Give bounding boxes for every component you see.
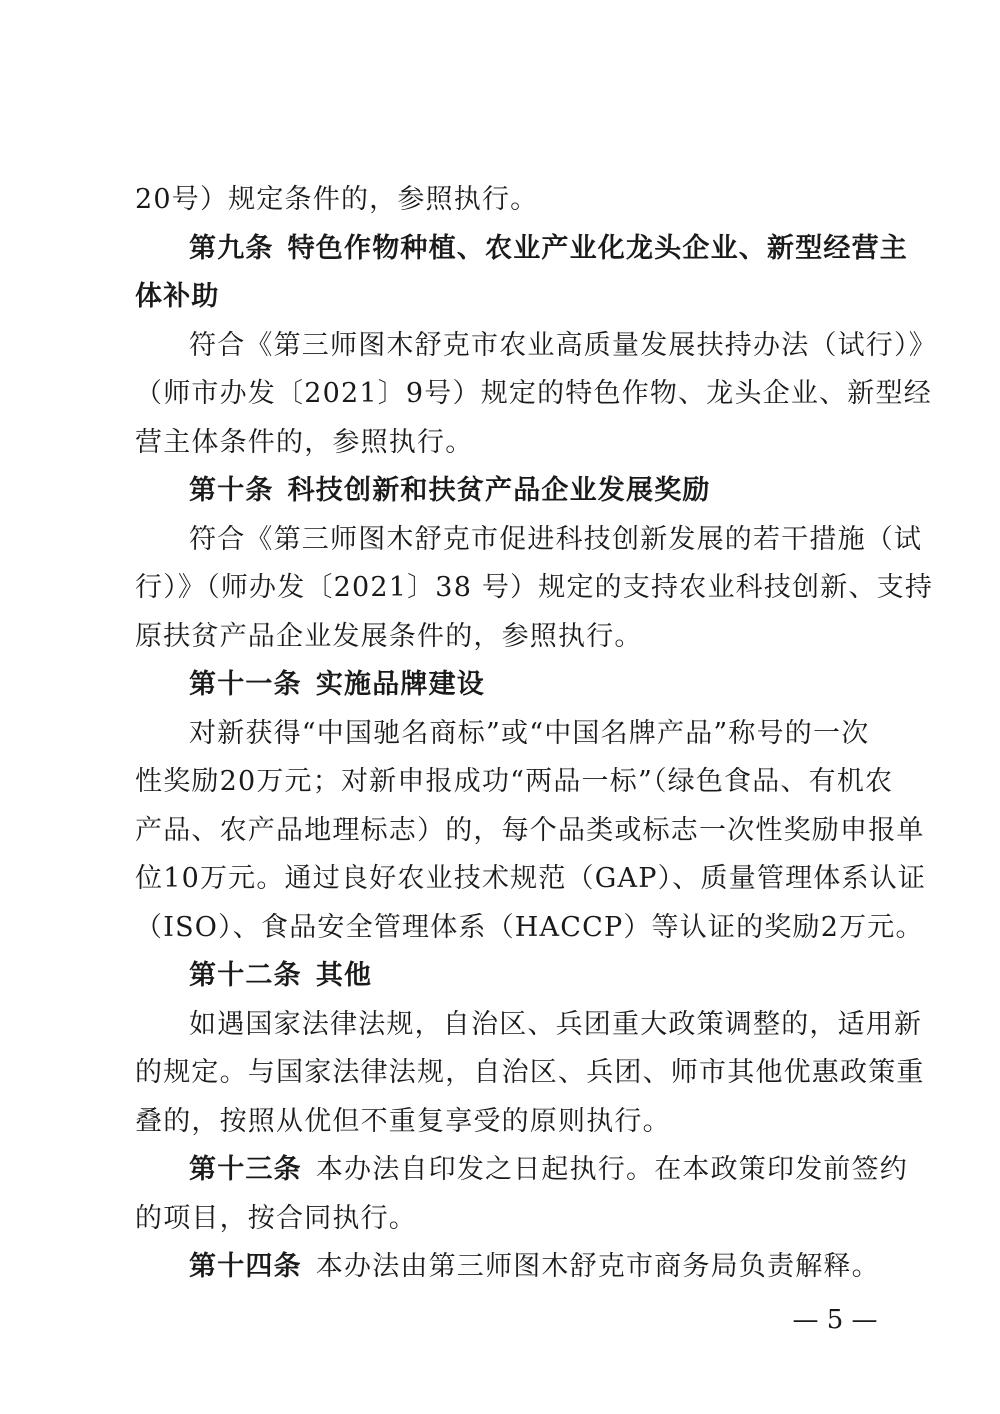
article-number: 第十三条 bbox=[189, 1154, 302, 1185]
article-11-heading bbox=[135, 661, 877, 710]
article-13-line bbox=[135, 1146, 909, 1195]
continuation-text: 20号）规定条件的，参照执行。 bbox=[135, 184, 539, 215]
article-11-body-line: 产品、农产品地理标志）的，每个品类或标志一次性奖励申报单 bbox=[135, 814, 925, 846]
page-number: — 5 — bbox=[792, 1305, 878, 1335]
article-number: 第十条 bbox=[189, 475, 274, 506]
article-10-body-line: 符合《第三师图木舒克市促进科技创新发展的若干措施（试 bbox=[189, 523, 923, 555]
article-text: 本办法自印发之日起执行。在本政策印发前签约 bbox=[315, 1154, 909, 1185]
article-12-body-line: 的规定。与国家法律法规，自治区、兵团、师市其他优惠政策重 bbox=[135, 1057, 925, 1088]
article-title: 特色作物种植、农业产业化龙头企业、新型经营主 bbox=[287, 232, 909, 264]
continuation-line bbox=[135, 176, 877, 225]
document-body bbox=[135, 176, 937, 1292]
article-9-heading bbox=[135, 225, 909, 274]
article-11-body-line: 位10万元。通过良好农业技术规范（GAP）、质量管理体系认证 bbox=[135, 863, 927, 894]
article-title: 其他 bbox=[315, 960, 373, 991]
article-11-body-line: 性奖励20万元；对新申报成功“两品一标”（绿色食品、有机农 bbox=[135, 766, 894, 797]
article-number: 第九条 bbox=[189, 232, 274, 264]
article-13-line-cont: 的项目，按合同执行。 bbox=[135, 1202, 417, 1234]
article-10-heading bbox=[135, 467, 877, 516]
article-12-body-line: 叠的，按照从优但不重复享受的原则执行。 bbox=[135, 1105, 671, 1137]
article-12-body-line: 如遇国家法律法规，自治区、兵团重大政策调整的，适用新 bbox=[189, 1008, 923, 1040]
article-title: 科技创新和扶贫产品企业发展奖励 bbox=[287, 475, 711, 506]
article-11-body-line: 对新获得“中国驰名商标”或“中国名牌产品”称号的一次 bbox=[189, 717, 870, 749]
article-14-line bbox=[135, 1243, 880, 1292]
article-number: 第十四条 bbox=[189, 1251, 302, 1282]
article-text: 本办法由第三师图木舒克市商务局负责解释。 bbox=[315, 1251, 880, 1282]
article-9-body-line: 符合《第三师图木舒克市农业高质量发展扶持办法（试行）》 bbox=[189, 329, 937, 361]
article-11-body-line: （ISO）、食品安全管理体系（HACCP）等认证的奖励2万元。 bbox=[135, 911, 924, 943]
article-9-body-line: 营主体条件的，参照执行。 bbox=[135, 426, 474, 458]
article-9-body-line: （师市办发〔2021〕9号）规定的特色作物、龙头企业、新型经 bbox=[135, 378, 932, 409]
article-title-continuation: 体补助 bbox=[135, 281, 220, 312]
article-number: 第十二条 bbox=[189, 960, 302, 991]
article-10-body-line: 行）》（师办发〔2021〕38 号）规定的支持农业科技创新、支持 bbox=[135, 572, 934, 603]
article-number: 第十一条 bbox=[189, 669, 302, 700]
article-12-heading bbox=[135, 952, 877, 1001]
article-10-body-line: 原扶贫产品企业发展条件的，参照执行。 bbox=[135, 620, 643, 652]
article-title: 实施品牌建设 bbox=[315, 669, 486, 700]
article-9-heading-cont bbox=[135, 273, 877, 322]
